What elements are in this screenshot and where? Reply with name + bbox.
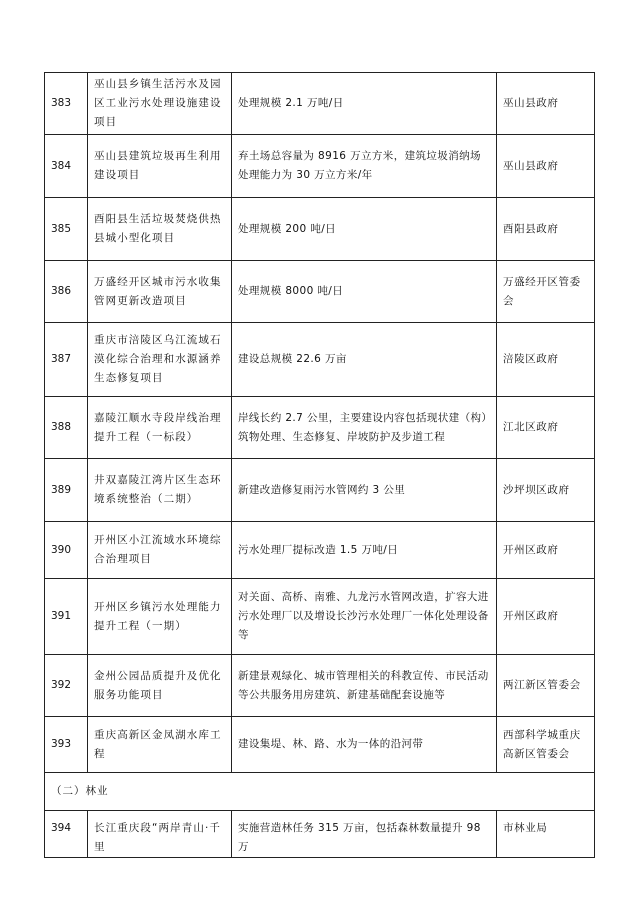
project-content: 新建改造修复雨污水管网约 3 公里 [232, 459, 497, 522]
responsible-unit: 市林业局 [497, 811, 595, 858]
project-content: 处理规模 2.1 万吨/日 [232, 73, 497, 135]
row-number: 387 [45, 323, 88, 397]
table-row [45, 811, 595, 858]
responsible-unit: 涪陵区政府 [497, 323, 595, 397]
project-name: 井双嘉陵江湾片区生态环境系统整治（二期） [88, 459, 232, 522]
row-number: 389 [45, 459, 88, 522]
project-name: 金州公园品质提升及优化服务功能项目 [88, 655, 232, 717]
project-content: 对关面、高桥、南雅、九龙污水管网改造，扩容大进污水处理厂以及增设长沙污水处理厂一体化处理设备等 [232, 579, 497, 655]
table-row [45, 261, 595, 323]
table-row [45, 73, 595, 135]
row-number: 390 [45, 522, 88, 579]
project-name: 长江重庆段“两岸青山·千里 [88, 811, 232, 858]
responsible-unit: 开州区政府 [497, 522, 595, 579]
row-number: 394 [45, 811, 88, 858]
section-row [45, 773, 595, 811]
row-number: 388 [45, 397, 88, 459]
project-content: 建设集堤、林、路、水为一体的沿河带 [232, 717, 497, 773]
row-number: 393 [45, 717, 88, 773]
table-row [45, 655, 595, 717]
project-content: 处理规模 8000 吨/日 [232, 261, 497, 323]
project-name: 万盛经开区城市污水收集管网更新改造项目 [88, 261, 232, 323]
responsible-unit: 巫山县政府 [497, 73, 595, 135]
project-content: 实施营造林任务 315 万亩，包括森林数量提升 98 万 [232, 811, 497, 858]
responsible-unit: 万盛经开区管委会 [497, 261, 595, 323]
table-row [45, 459, 595, 522]
project-content: 弃土场总容量为 8916 万立方米，建筑垃圾消纳场处理能力为 30 万立方米/年 [232, 135, 497, 198]
project-name: 开州区小江流域水环境综合治理项目 [88, 522, 232, 579]
row-number: 383 [45, 73, 88, 135]
responsible-unit: 江北区政府 [497, 397, 595, 459]
row-number: 385 [45, 198, 88, 261]
project-content: 岸线长约 2.7 公里，主要建设内容包括现状建（构）筑物处理、生态修复、岸坡防护及步道工程 [232, 397, 497, 459]
responsible-unit: 巫山县政府 [497, 135, 595, 198]
project-name: 酉阳县生活垃圾焚烧供热县城小型化项目 [88, 198, 232, 261]
project-content: 污水处理厂提标改造 1.5 万吨/日 [232, 522, 497, 579]
project-content: 处理规模 200 吨/日 [232, 198, 497, 261]
row-number: 386 [45, 261, 88, 323]
row-number: 392 [45, 655, 88, 717]
table-row [45, 397, 595, 459]
project-table [44, 72, 595, 858]
table-row [45, 522, 595, 579]
section-heading: （二）林业 [45, 773, 595, 811]
project-content: 建设总规模 22.6 万亩 [232, 323, 497, 397]
project-name: 重庆高新区金凤湖水库工程 [88, 717, 232, 773]
table-row [45, 323, 595, 397]
responsible-unit: 两江新区管委会 [497, 655, 595, 717]
table-row [45, 717, 595, 773]
project-name: 巫山县建筑垃圾再生利用建设项目 [88, 135, 232, 198]
project-content: 新建景观绿化、城市管理相关的科教宣传、市民活动等公共服务用房建筑、新建基础配套设施等 [232, 655, 497, 717]
table-row [45, 135, 595, 198]
project-name: 开州区乡镇污水处理能力提升工程（一期） [88, 579, 232, 655]
project-name: 嘉陵江顺水寺段岸线治理提升工程（一标段） [88, 397, 232, 459]
project-name: 巫山县乡镇生活污水及园区工业污水处理设施建设项目 [88, 73, 232, 135]
row-number: 391 [45, 579, 88, 655]
row-number: 384 [45, 135, 88, 198]
responsible-unit: 酉阳县政府 [497, 198, 595, 261]
responsible-unit: 沙坪坝区政府 [497, 459, 595, 522]
responsible-unit: 开州区政府 [497, 579, 595, 655]
responsible-unit: 西部科学城重庆高新区管委会 [497, 717, 595, 773]
project-name: 重庆市涪陵区乌江流域石漠化综合治理和水源涵养生态修复项目 [88, 323, 232, 397]
table-row [45, 198, 595, 261]
table-row [45, 579, 595, 655]
